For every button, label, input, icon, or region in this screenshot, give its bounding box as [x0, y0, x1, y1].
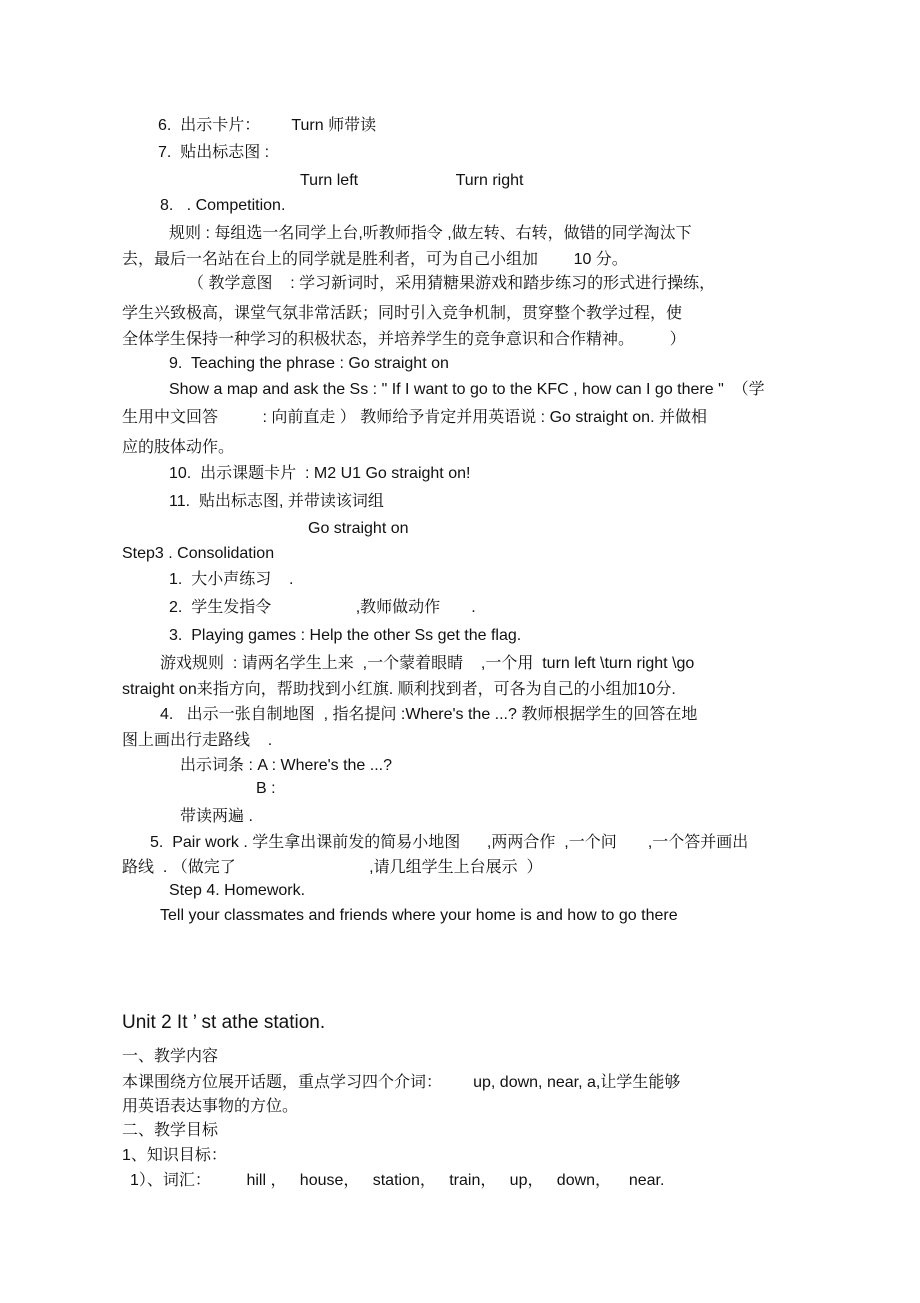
section-heading: 一、教学内容 [122, 1048, 219, 1065]
text-line: 全体学生保持一种学习的积极状态，并培养学生的竞争意识和合作精神。 ） [122, 331, 686, 348]
text-line: 10. 出示课题卡片 : M2 U1 Go straight on! [169, 465, 471, 482]
text-line: 用英语表达事物的方位。 [122, 1098, 299, 1115]
text-line: 游戏规则 : 请两名学生上来 ,一个蒙着眼睛 ,一个用 turn left \turn right \go [160, 655, 695, 672]
text-line: straight on来指方向，帮助找到小红旗. 顺利找到者，可各为自己的小组加10分. [122, 681, 676, 698]
text-line: 路线 . （做完了 ,请几组学生上台展示 ） [122, 859, 543, 876]
text-line: 1）、词汇： hill ， house， station， train， up， down， near. [130, 1172, 665, 1189]
text-line: 本课围绕方位展开话题，重点学习四个介词： up, down, near, a,让学生能够 [122, 1074, 681, 1091]
text-line: Step3 . Consolidation [122, 545, 275, 562]
text-line: 3. Playing games : Help the other Ss get the flag. [169, 627, 522, 644]
text-line: 带读两遍 . [180, 808, 253, 825]
section-title: Unit 2 It ’ st athe station. [122, 1012, 326, 1033]
text-line: 去，最后一名站在台上的同学就是胜利者，可为自己小组加 10 分。 [122, 251, 628, 268]
text-line: Step 4. Homework. [169, 882, 306, 899]
text-line: 规则 : 每组选一名同学上台,听教师指令 ,做左转、右转，做错的同学淘汰下 [169, 225, 692, 242]
text-line: 4. 出示一张自制地图 , 指名提问 :Where's the ...? 教师根据学生的回答在地 [160, 706, 698, 723]
text-line: Show a map and ask the Ss : " If I want to go to the KFC , how can I go there " （学 [169, 381, 765, 398]
text-line: 生用中文回答 : 向前直走 ） 教师给予肯定并用英语说 : Go straight on. 并做相 [122, 409, 707, 426]
text-line: 8. . Competition. [160, 197, 286, 214]
text-line: 图上画出行走路线 . [122, 732, 273, 749]
text-line: 11. 贴出标志图, 并带读该词组 [169, 493, 384, 510]
text-line: Turn left Turn right [300, 172, 524, 189]
text-line: （ 教学意图 : 学习新词时，采用猜糖果游戏和踏步练习的形式进行操练， [188, 275, 716, 292]
text-line: 7. 贴出标志图 : [158, 144, 270, 161]
text-line: 6. 出示卡片： Turn 师带读 [158, 117, 377, 134]
text-line: 应的肢体动作。 [122, 439, 235, 456]
text-line: Go straight on [308, 520, 409, 537]
text-line: 1、知识目标： [122, 1147, 227, 1164]
text-line: 5. Pair work . 学生拿出课前发的简易小地图 ,两两合作 ,一个问 ,一个答并画出 [150, 834, 749, 851]
text-line: 学生兴致极高，课堂气氛非常活跃；同时引入竞争机制，贯穿整个教学过程，使 [122, 305, 683, 322]
text-line: B : [256, 780, 276, 797]
section-heading: 二、教学目标 [122, 1122, 219, 1139]
text-line: Tell your classmates and friends where your home is and how to go there [160, 907, 678, 924]
text-line: 9. Teaching the phrase : Go straight on [169, 355, 449, 372]
text-line: 1. 大小声练习 . [169, 571, 294, 588]
text-line: 出示词条 : A : Where's the ...? [180, 757, 393, 774]
text-line: 2. 学生发指令 ,教师做动作 . [169, 599, 476, 616]
